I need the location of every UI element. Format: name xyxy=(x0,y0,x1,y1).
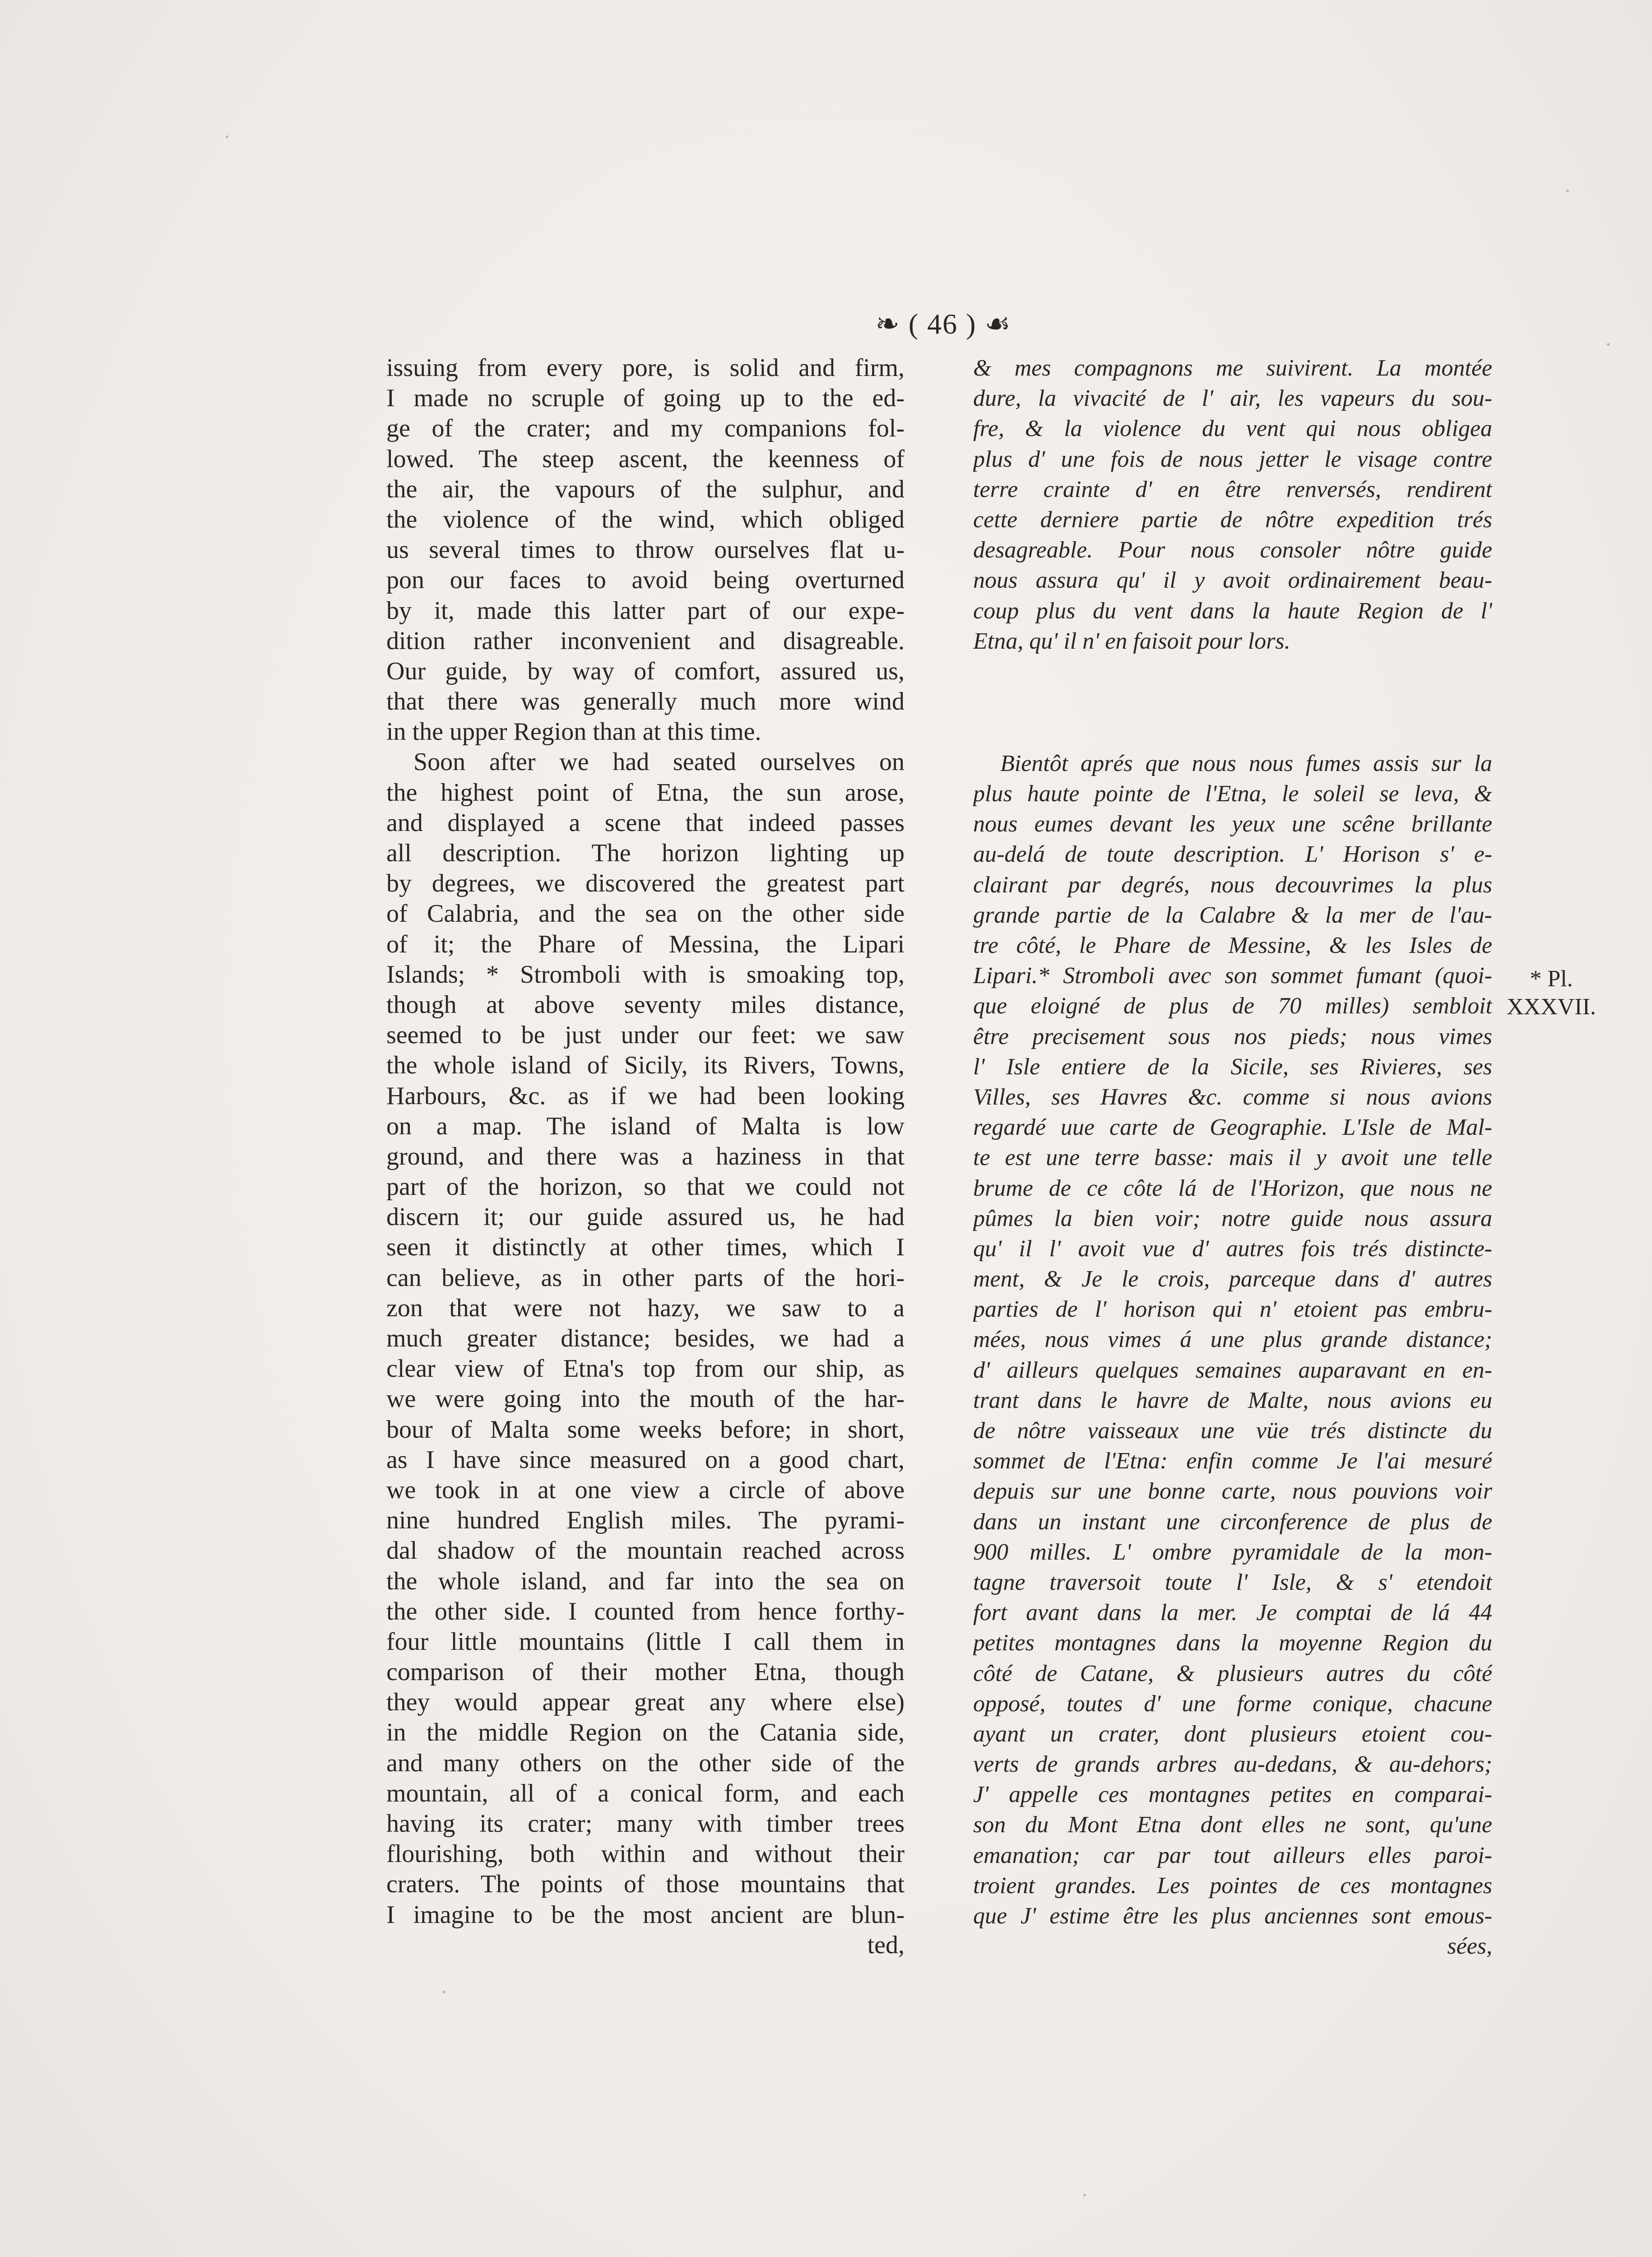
text-line: mountain, all of a conical form, and each xyxy=(386,1779,905,1807)
text-line: Etna, qu' il n' en faisoit pour lors. xyxy=(973,628,1290,654)
text-line: discern it; our guide assured us, he had xyxy=(386,1203,905,1231)
text-line: 900 milles. L' ombre pyramidale de la mon- xyxy=(973,1539,1492,1565)
text-line: plus d' une fois de nous jetter le visage contre xyxy=(973,446,1492,472)
text-line: and many others on the other side of the xyxy=(386,1749,905,1777)
text-line: we were going into the mouth of the har- xyxy=(386,1385,905,1413)
text-line: petites montagnes dans la moyenne Region du xyxy=(973,1630,1492,1656)
text-line: grande partie de la Calabre & la mer de l'au- xyxy=(973,902,1492,928)
text-line: que J' estime être les plus anciennes sont emous- xyxy=(973,1903,1492,1929)
paper-speck xyxy=(1083,2194,1086,2197)
margin-note-number: XXXVII. xyxy=(1507,994,1596,1020)
text-line: nous assura qu' il y avoit ordinairement beau- xyxy=(973,567,1492,594)
text-line: cette derniere partie de nôtre expedition trés xyxy=(973,506,1492,533)
text-line: fort avant dans la mer. Je comptai de lá 44 xyxy=(973,1600,1492,1626)
text-line: the whole island of Sicily, its Rivers, Towns, xyxy=(386,1051,905,1080)
text-line: ayant un crater, dont plusieurs etoient cou- xyxy=(973,1721,1492,1747)
text-line: I made no scruple of going up to the ed- xyxy=(386,384,905,413)
text-line: craters. The points of those mountains that xyxy=(386,1870,905,1899)
text-line: Soon after we had seated ourselves on xyxy=(413,748,905,776)
text-line: dans un instant une circonference de plus de xyxy=(973,1509,1492,1535)
text-line: sommet de l'Etna: enfin comme Je l'ai mesuré xyxy=(973,1448,1492,1474)
text-line: in the middle Region on the Catania side, xyxy=(386,1718,905,1747)
text-line: dal shadow of the mountain reached across xyxy=(386,1537,905,1565)
text-line: Bientôt aprés que nous nous fumes assis sur la xyxy=(1000,750,1492,776)
text-line: having its crater; many with timber trees xyxy=(386,1810,905,1838)
text-line: four little mountains (little I call them in xyxy=(386,1627,905,1656)
paper-speck xyxy=(442,1991,445,1993)
text-line: much greater distance; besides, we had a xyxy=(386,1324,905,1352)
text-line: nous eumes devant les yeux une scêne brillante xyxy=(973,811,1492,837)
text-line: qu' il l' avoit vue d' autres fois trés distincte- xyxy=(973,1235,1492,1262)
margin-note-plate: * Pl. xyxy=(1530,966,1573,992)
page-number: ( 46 ) xyxy=(908,308,977,340)
text-line: ment, & Je le crois, parceque dans d' autres xyxy=(973,1266,1492,1292)
text-line: the air, the vapours of the sulphur, and xyxy=(386,475,905,503)
text-line: seen it distinctly at other times, which I xyxy=(386,1233,905,1262)
text-line: que eloigné de plus de 70 milles) sembloit xyxy=(973,993,1492,1019)
margin-note xyxy=(1499,965,1603,1021)
text-line: emanation; car par tout ailleurs elles paroi- xyxy=(973,1842,1492,1868)
text-line: de nôtre vaisseaux une vüe trés distincte du xyxy=(973,1418,1492,1444)
paper-speck xyxy=(226,135,228,138)
text-line: l' Isle entiere de la Sicile, ses Rivieres, ses xyxy=(973,1054,1492,1080)
text-line: côté de Catane, & plusieurs autres du côté xyxy=(973,1660,1492,1686)
text-line: dition rather inconvenient and disagreable. xyxy=(386,627,905,655)
text-line: all description. The horizon lighting up xyxy=(386,839,905,867)
text-line: plus haute pointe de l'Etna, le soleil se leva, & xyxy=(973,781,1492,807)
text-line: J' appelle ces montagnes petites en comparai- xyxy=(973,1782,1492,1808)
text-line: by degrees, we discovered the greatest part xyxy=(386,869,905,898)
text-line: opposé, toutes d' une forme conique, chacune xyxy=(973,1690,1492,1717)
text-line: part of the horizon, so that we could not xyxy=(386,1173,905,1201)
text-line: Our guide, by way of comfort, assured us, xyxy=(386,657,905,685)
text-line: être precisement sous nos pieds; nous vimes xyxy=(973,1023,1492,1050)
text-line: trant dans le havre de Malte, nous avions eu xyxy=(973,1387,1492,1413)
text-line: sées, xyxy=(1447,1933,1492,1960)
text-line: Lipari.* Stromboli avec son sommet fumant (quoi- xyxy=(973,963,1492,989)
text-line: desagreable. Pour nous consoler nôtre guide xyxy=(973,537,1492,563)
text-line: seemed to be just under our feet: we saw xyxy=(386,1021,905,1050)
text-line: bour of Malta some weeks before; in short, xyxy=(386,1415,905,1444)
english-column xyxy=(386,353,905,1960)
page-header xyxy=(849,302,1038,347)
text-line: pûmes la bien voir; notre guide nous assura xyxy=(973,1205,1492,1231)
text-line: Islands; * Stromboli with is smoaking top, xyxy=(386,960,905,989)
text-line: Harbours, &c. as if we had been looking xyxy=(386,1082,905,1110)
text-line: ge of the crater; and my companions fol- xyxy=(386,414,905,443)
text-line: au-delá de toute description. L' Horison s' e- xyxy=(973,841,1492,868)
text-line: we took in at one view a circle of above xyxy=(386,1476,905,1504)
text-line: brume de ce côte lá de l'Horizon, que nous ne xyxy=(973,1175,1492,1201)
text-line: zon that were not hazy, we saw to a xyxy=(386,1294,905,1322)
text-line: that there was generally much more wind xyxy=(386,687,905,716)
text-line: flourishing, both within and without their xyxy=(386,1840,905,1868)
text-line: coup plus du vent dans la haute Region de l' xyxy=(973,598,1492,624)
text-line: Villes, ses Havres &c. comme si nous avions xyxy=(973,1084,1492,1110)
text-line: the whole island, and far into the sea on xyxy=(386,1567,905,1595)
text-line: d' ailleurs quelques semaines auparavant en en- xyxy=(973,1357,1492,1383)
text-line: can believe, as in other parts of the hori- xyxy=(386,1263,905,1292)
text-line: us several times to throw ourselves flat u- xyxy=(386,536,905,564)
text-line: ted, xyxy=(867,1931,905,1959)
text-line: tre côté, le Phare de Messine, & les Isles de xyxy=(973,933,1492,958)
ornament-left-icon: ❧ xyxy=(875,308,900,340)
text-line: I imagine to be the most ancient are blun- xyxy=(386,1900,905,1929)
text-line: dure, la vivacité de l' air, les vapeurs du sou- xyxy=(973,385,1492,412)
paragraph-gap xyxy=(973,656,1492,748)
text-line: the highest point of Etna, the sun arose, xyxy=(386,778,905,807)
text-line: though at above seventy miles distance, xyxy=(386,990,905,1019)
text-line: te est une terre basse: mais il y avoit une telle xyxy=(973,1145,1492,1171)
text-line: tagne traversoit toute l' Isle, & s' etendoit xyxy=(973,1569,1492,1595)
text-line: on a map. The island of Malta is low xyxy=(386,1112,905,1140)
text-line: fre, & la violence du vent qui nous obligea xyxy=(973,416,1492,442)
text-line: son du Mont Etna dont elles ne sont, qu'une xyxy=(973,1812,1492,1838)
paper-speck xyxy=(1607,343,1610,346)
text-line: of Calabria, and the sea on the other side xyxy=(386,900,905,928)
text-line: as I have since measured on a good chart, xyxy=(386,1445,905,1474)
text-line: pon our faces to avoid being overturned xyxy=(386,566,905,594)
text-line: nine hundred English miles. The pyrami- xyxy=(386,1506,905,1535)
text-line: in the upper Region than at this time. xyxy=(386,718,761,746)
text-line: clairant par degrés, nous decouvrimes la plus xyxy=(973,872,1492,898)
text-line: regardé uue carte de Geographie. L'Isle de Mal- xyxy=(973,1115,1492,1141)
text-line: ground, and there was a haziness in that xyxy=(386,1142,905,1170)
text-line: and displayed a scene that indeed passes xyxy=(386,808,905,837)
text-line: issuing from every pore, is solid and firm, xyxy=(386,354,905,382)
text-line: & mes compagnons me suivirent. La montée xyxy=(973,355,1492,381)
text-line: mées, nous vimes á une plus grande distance; xyxy=(973,1327,1492,1353)
text-line: clear view of Etna's top from our ship, as xyxy=(386,1355,905,1383)
text-line: by it, made this latter part of our expe- xyxy=(386,596,905,625)
french-column xyxy=(973,353,1492,1961)
text-line: lowed. The steep ascent, the keenness of xyxy=(386,445,905,473)
ornament-right-icon: ☙ xyxy=(984,308,1012,340)
paper-speck xyxy=(1566,190,1569,192)
text-line: troient grandes. Les pointes de ces montagnes xyxy=(973,1872,1492,1899)
text-line: the violence of the wind, which obliged xyxy=(386,505,905,534)
text-line: terre crainte d' en être renversés, rendirent xyxy=(973,476,1492,502)
text-line: of it; the Phare of Messina, the Lipari xyxy=(386,930,905,958)
text-line: the other side. I counted from hence forthy- xyxy=(386,1597,905,1625)
text-line: depuis sur une bonne carte, nous pouvions voir xyxy=(973,1478,1492,1505)
text-line: they would appear great any where else) xyxy=(386,1688,905,1717)
text-line: parties de l' horison qui n' etoient pas embru- xyxy=(973,1296,1492,1323)
text-line: verts de grands arbres au-dedans, & au-dehors; xyxy=(973,1751,1492,1778)
text-line: comparison of their mother Etna, though xyxy=(386,1658,905,1686)
